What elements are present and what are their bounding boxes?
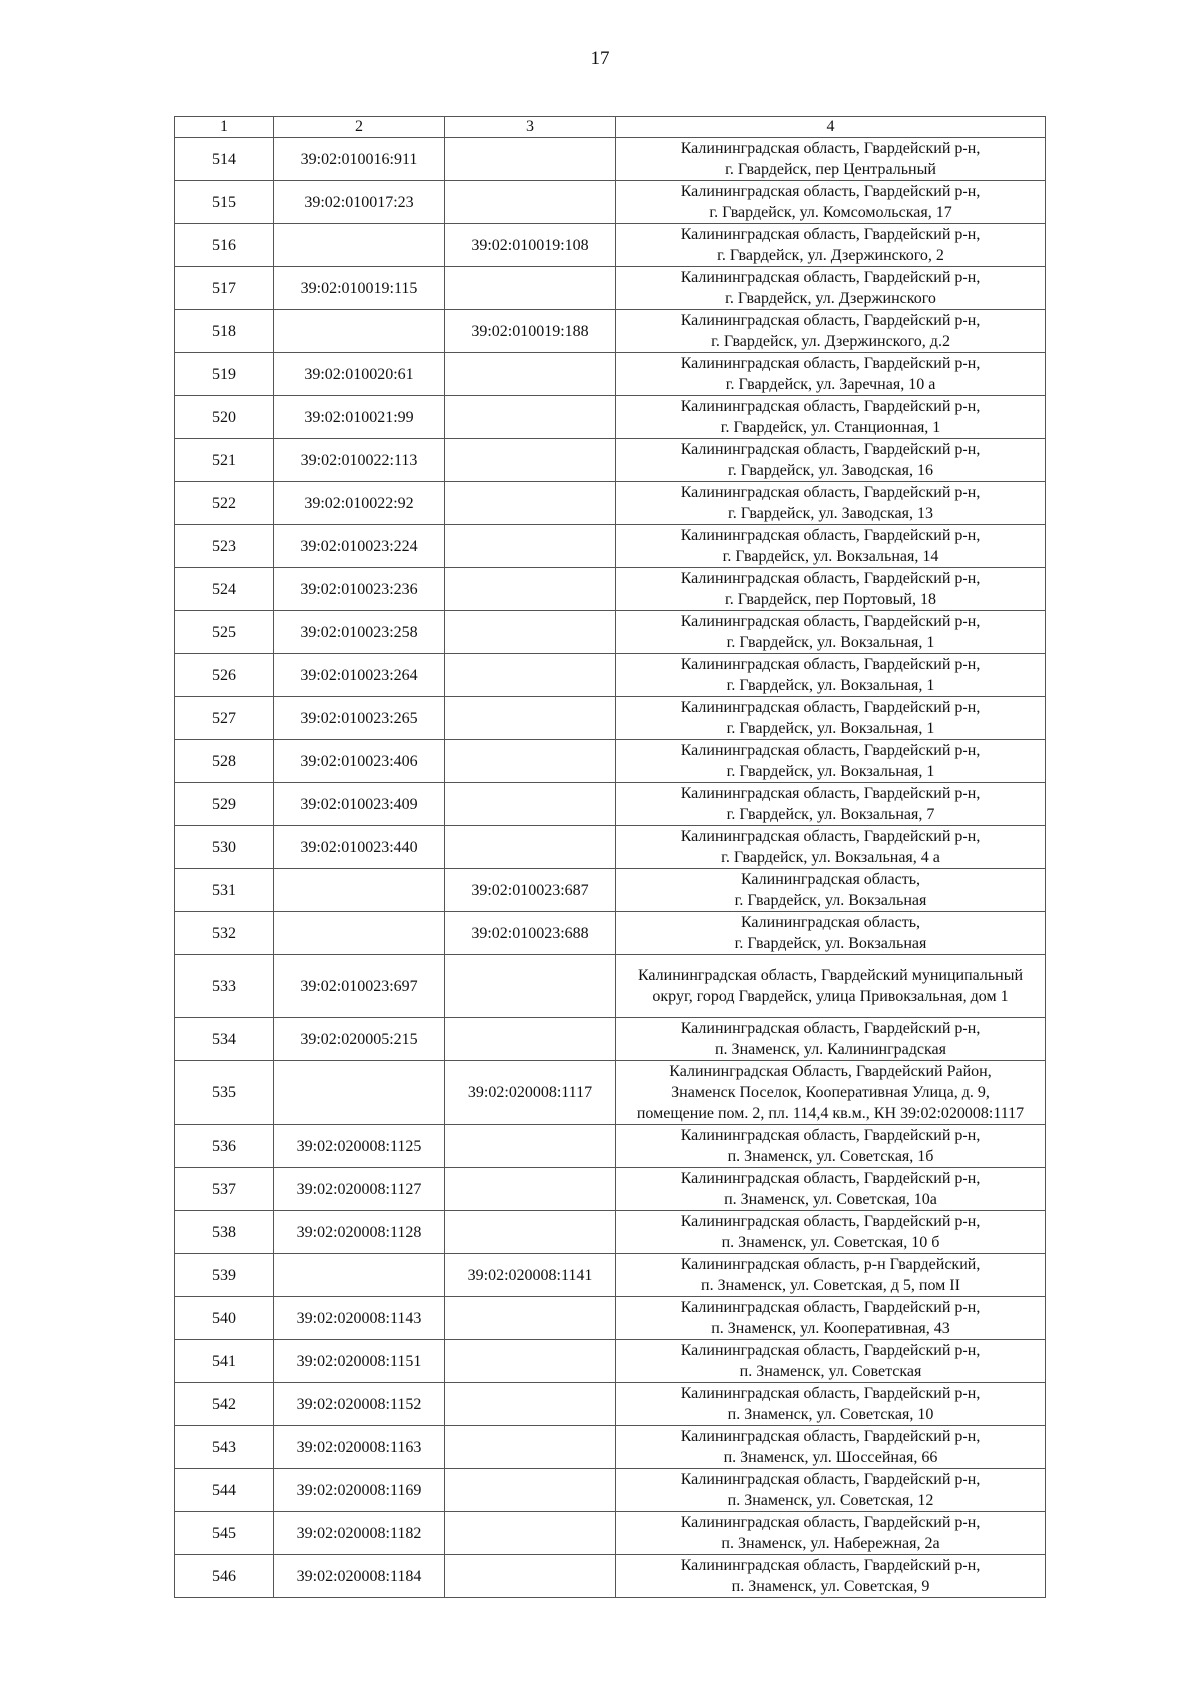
address-line: Калининградская область, Гвардейский р-н, [680,1127,981,1144]
table-row [175,353,1046,396]
address-line: п. Знаменск, ул. Советская, 9 [731,1578,930,1595]
related-cadastral-number-cell [445,396,616,439]
address-line: Калининградская область, [740,914,921,931]
related-cadastral-number-cell [445,1018,616,1061]
cadastral-number-cell: 39:02:010021:99 [274,396,445,439]
row-number-cell: 522 [175,482,274,525]
related-cadastral-number-cell: 39:02:010019:108 [445,224,616,267]
address-line: Калининградская область, Гвардейский р-н, [680,1385,981,1402]
row-number-cell: 519 [175,353,274,396]
address-line: Калининградская область, Гвардейский р-н, [680,1557,981,1574]
table-row [175,1168,1046,1211]
related-cadastral-number-cell [445,353,616,396]
cadastral-number-cell: 39:02:010023:409 [274,783,445,826]
table-row [175,783,1046,826]
related-cadastral-number-cell [445,1512,616,1555]
table-row [175,138,1046,181]
address-cell [616,654,1046,697]
related-cadastral-number-cell [445,1168,616,1211]
table-row [175,224,1046,267]
address-line: Калининградская область, Гвардейский р-н, [680,527,981,544]
row-number-cell: 528 [175,740,274,783]
related-cadastral-number-cell [445,1555,616,1598]
related-cadastral-number-cell: 39:02:010023:688 [445,912,616,955]
address-line: Калининградская область, Гвардейский р-н, [680,484,981,501]
related-cadastral-number-cell: 39:02:010019:188 [445,310,616,353]
related-cadastral-number-cell [445,439,616,482]
address-cell [616,1254,1046,1297]
table-row [175,826,1046,869]
related-cadastral-number-cell: 39:02:020008:1141 [445,1254,616,1297]
address-line: п. Знаменск, ул. Советская, 10 б [721,1234,940,1251]
row-number-cell: 539 [175,1254,274,1297]
table-row [175,568,1046,611]
address-cell [616,1297,1046,1340]
row-number-cell: 532 [175,912,274,955]
address-line: г. Гвардейск, ул. Вокзальная, 7 [726,806,935,823]
address-line: Калининградская область, Гвардейский р-н, [680,1020,981,1037]
address-cell [616,1168,1046,1211]
cadastral-number-cell: 39:02:010020:61 [274,353,445,396]
address-line: Калининградская область, Гвардейский р-н, [680,828,981,845]
related-cadastral-number-cell [445,1469,616,1512]
row-number-cell: 529 [175,783,274,826]
header-col-4: 4 [616,117,1046,138]
address-line: Калининградская область, Гвардейский р-н, [680,269,981,286]
address-line: г. Гвардейск, пер Портовый, 18 [725,591,936,608]
cadastral-number-cell: 39:02:010023:236 [274,568,445,611]
address-line: Калининградская область, р-н Гвардейский, [680,1256,981,1273]
table-header [175,117,1046,138]
row-number-cell: 540 [175,1297,274,1340]
table-row [175,1018,1046,1061]
address-line: п. Знаменск, ул. Шоссейная, 66 [723,1449,938,1466]
cadastral-number-cell: 39:02:010023:697 [274,955,445,1018]
row-number-cell: 520 [175,396,274,439]
cadastral-number-cell: 39:02:010017:23 [274,181,445,224]
table-row [175,654,1046,697]
row-number-cell: 526 [175,654,274,697]
cadastral-number-cell [274,869,445,912]
table-row [175,1469,1046,1512]
address-line: Калининградская Область, Гвардейский Район, [669,1063,992,1080]
address-cell [616,740,1046,783]
address-line: п. Знаменск, ул. Советская, 12 [727,1492,934,1509]
address-cell [616,826,1046,869]
address-line: г. Гвардейск, ул. Станционная, 1 [720,419,941,436]
row-number-cell: 533 [175,955,274,1018]
address-cell [616,568,1046,611]
address-line: Калининградская область, Гвардейский р-н, [680,613,981,630]
table-row [175,482,1046,525]
address-line: Калининградская область, Гвардейский р-н, [680,1471,981,1488]
related-cadastral-number-cell [445,525,616,568]
cadastral-number-cell: 39:02:020008:1151 [274,1340,445,1383]
header-col-2: 2 [274,117,445,138]
cadastral-number-cell: 39:02:010016:911 [274,138,445,181]
address-line: г. Гвардейск, ул. Вокзальная, 1 [726,763,935,780]
address-cell [616,267,1046,310]
address-line: Калининградская область, Гвардейский р-н, [680,398,981,415]
cadastral-number-cell: 39:02:020008:1152 [274,1383,445,1426]
table-body [175,138,1046,1598]
related-cadastral-number-cell [445,1383,616,1426]
address-line: Калининградская область, Гвардейский р-н, [680,355,981,372]
address-cell [616,1211,1046,1254]
cadastral-number-cell: 39:02:010023:264 [274,654,445,697]
table-row [175,1426,1046,1469]
row-number-cell: 545 [175,1512,274,1555]
address-line: Калининградская область, Гвардейский р-н, [680,656,981,673]
cadastral-number-cell: 39:02:020005:215 [274,1018,445,1061]
registry-table [174,116,1046,1598]
row-number-cell: 535 [175,1061,274,1125]
address-line: Калининградская область, Гвардейский р-н, [680,226,981,243]
address-line: Калининградская область, Гвардейский р-н, [680,785,981,802]
address-cell [616,1426,1046,1469]
address-line: г. Гвардейск, ул. Заводская, 16 [728,462,933,479]
address-line: п. Знаменск, ул. Советская, д 5, пом II [701,1277,960,1294]
address-line: Калининградская область, [740,871,921,888]
address-cell [616,1512,1046,1555]
cadastral-number-cell: 39:02:010022:113 [274,439,445,482]
row-number-cell: 538 [175,1211,274,1254]
related-cadastral-number-cell [445,181,616,224]
cadastral-number-cell: 39:02:010023:224 [274,525,445,568]
address-cell [616,181,1046,224]
row-number-cell: 531 [175,869,274,912]
cadastral-number-cell [274,224,445,267]
related-cadastral-number-cell [445,783,616,826]
address-cell [616,1383,1046,1426]
address-cell [616,439,1046,482]
cadastral-number-cell: 39:02:020008:1184 [274,1555,445,1598]
related-cadastral-number-cell [445,955,616,1018]
address-line: г. Гвардейск, ул. Заводская, 13 [728,505,933,522]
row-number-cell: 546 [175,1555,274,1598]
address-line: г. Гвардейск, ул. Вокзальная, 1 [726,720,935,737]
address-cell [616,353,1046,396]
header-row [175,117,1046,138]
address-line: Знаменск Поселок, Кооперативная Улица, д. 9, [671,1084,990,1101]
table-row [175,611,1046,654]
address-line: п. Знаменск, ул. Советская [739,1363,922,1380]
related-cadastral-number-cell [445,1426,616,1469]
related-cadastral-number-cell [445,1211,616,1254]
cadastral-number-cell: 39:02:010019:115 [274,267,445,310]
cadastral-number-cell: 39:02:020008:1163 [274,1426,445,1469]
address-cell [616,138,1046,181]
address-line: г. Гвардейск, пер Центральный [725,161,936,178]
address-cell [616,1061,1046,1125]
table-row [175,740,1046,783]
address-line: Калининградская область, Гвардейский р-н, [680,1514,981,1531]
address-line: п. Знаменск, ул. Набережная, 2а [721,1535,940,1552]
table-row [175,1211,1046,1254]
address-line: Калининградская область, Гвардейский р-н, [680,1213,981,1230]
address-line: п. Знаменск, ул. Советская, 1б [727,1148,934,1165]
cadastral-number-cell: 39:02:010023:265 [274,697,445,740]
address-cell [616,955,1046,1018]
address-line: г. Гвардейск, ул. Вокзальная [734,892,927,909]
address-cell [616,869,1046,912]
table-row [175,267,1046,310]
row-number-cell: 516 [175,224,274,267]
address-line: г. Гвардейск, ул. Дзержинского, 2 [717,247,944,264]
cadastral-number-cell [274,310,445,353]
table-row [175,1340,1046,1383]
row-number-cell: 542 [175,1383,274,1426]
address-line: Калининградская область, Гвардейский р-н, [680,1428,981,1445]
address-line: п. Знаменск, ул. Калининградская [714,1041,947,1058]
address-line: г. Гвардейск, ул. Вокзальная [734,935,927,952]
address-line: округ, город Гвардейск, улица Привокзальная, дом 1 [652,988,1009,1005]
row-number-cell: 537 [175,1168,274,1211]
page-number: 17 [590,48,610,69]
address-line: г. Гвардейск, ул. Заречная, 10 а [725,376,936,393]
table-row [175,181,1046,224]
address-line: г. Гвардейск, ул. Вокзальная, 1 [726,677,935,694]
cadastral-number-cell [274,1061,445,1125]
related-cadastral-number-cell [445,1297,616,1340]
table-row [175,1061,1046,1125]
address-line: г. Гвардейск, ул. Комсомольская, 17 [709,204,952,221]
address-cell [616,1469,1046,1512]
address-line: Калининградская область, Гвардейский р-н, [680,140,981,157]
address-line: Калининградская область, Гвардейский муниципальный [637,967,1024,984]
cadastral-number-cell: 39:02:020008:1182 [274,1512,445,1555]
address-cell [616,912,1046,955]
address-line: Калининградская область, Гвардейский р-н, [680,742,981,759]
cadastral-number-cell: 39:02:010023:406 [274,740,445,783]
address-line: Калининградская область, Гвардейский р-н, [680,183,981,200]
address-line: г. Гвардейск, ул. Дзержинского [725,290,936,307]
address-cell [616,525,1046,568]
address-cell [616,396,1046,439]
table-row [175,310,1046,353]
related-cadastral-number-cell: 39:02:020008:1117 [445,1061,616,1125]
table-row [175,869,1046,912]
row-number-cell: 518 [175,310,274,353]
table-row [175,1125,1046,1168]
related-cadastral-number-cell [445,611,616,654]
related-cadastral-number-cell [445,740,616,783]
related-cadastral-number-cell [445,826,616,869]
address-cell [616,783,1046,826]
table-row [175,439,1046,482]
address-cell [616,224,1046,267]
related-cadastral-number-cell [445,654,616,697]
related-cadastral-number-cell [445,697,616,740]
cadastral-number-cell: 39:02:020008:1169 [274,1469,445,1512]
address-line: п. Знаменск, ул. Советская, 10 [727,1406,934,1423]
cadastral-number-cell: 39:02:020008:1125 [274,1125,445,1168]
table-row [175,1254,1046,1297]
address-cell [616,1125,1046,1168]
address-line: Калининградская область, Гвардейский р-н, [680,441,981,458]
row-number-cell: 534 [175,1018,274,1061]
address-line: г. Гвардейск, ул. Вокзальная, 4 а [721,849,940,866]
address-line: п. Знаменск, ул. Кооперативная, 43 [711,1320,950,1337]
table-row [175,1512,1046,1555]
table-row [175,1383,1046,1426]
address-cell [616,1340,1046,1383]
cadastral-number-cell: 39:02:020008:1143 [274,1297,445,1340]
table-row [175,955,1046,1018]
row-number-cell: 523 [175,525,274,568]
row-number-cell: 521 [175,439,274,482]
cadastral-number-cell: 39:02:020008:1128 [274,1211,445,1254]
address-cell [616,310,1046,353]
address-line: п. Знаменск, ул. Советская, 10а [724,1191,937,1208]
address-line: Калининградская область, Гвардейский р-н, [680,570,981,587]
row-number-cell: 543 [175,1426,274,1469]
address-line: Калининградская область, Гвардейский р-н, [680,312,981,329]
related-cadastral-number-cell [445,138,616,181]
row-number-cell: 517 [175,267,274,310]
related-cadastral-number-cell: 39:02:010023:687 [445,869,616,912]
address-line: Калининградская область, Гвардейский р-н, [680,1170,981,1187]
address-line: г. Гвардейск, ул. Вокзальная, 14 [722,548,939,565]
table-row [175,912,1046,955]
related-cadastral-number-cell [445,1125,616,1168]
address-line: Калининградская область, Гвардейский р-н, [680,1299,981,1316]
address-cell [616,611,1046,654]
table-row [175,396,1046,439]
address-line: Калининградская область, Гвардейский р-н, [680,699,981,716]
table-row [175,1555,1046,1598]
cadastral-number-cell: 39:02:010023:258 [274,611,445,654]
row-number-cell: 515 [175,181,274,224]
row-number-cell: 524 [175,568,274,611]
cadastral-number-cell: 39:02:010022:92 [274,482,445,525]
address-cell [616,1555,1046,1598]
cadastral-number-cell: 39:02:020008:1127 [274,1168,445,1211]
cadastral-number-cell: 39:02:010023:440 [274,826,445,869]
row-number-cell: 514 [175,138,274,181]
table-row [175,697,1046,740]
related-cadastral-number-cell [445,568,616,611]
row-number-cell: 525 [175,611,274,654]
row-number-cell: 541 [175,1340,274,1383]
row-number-cell: 527 [175,697,274,740]
address-line: Калининградская область, Гвардейский р-н, [680,1342,981,1359]
header-col-1: 1 [175,117,274,138]
address-cell [616,1018,1046,1061]
row-number-cell: 544 [175,1469,274,1512]
header-col-3: 3 [445,117,616,138]
address-line: г. Гвардейск, ул. Дзержинского, д.2 [711,333,950,350]
related-cadastral-number-cell [445,267,616,310]
table-row [175,525,1046,568]
address-cell [616,697,1046,740]
related-cadastral-number-cell [445,482,616,525]
table-row [175,1297,1046,1340]
cadastral-number-cell [274,1254,445,1297]
address-line: г. Гвардейск, ул. Вокзальная, 1 [726,634,935,651]
address-cell [616,482,1046,525]
row-number-cell: 530 [175,826,274,869]
address-line: помещение пом. 2, пл. 114,4 кв.м., КН 39:02:020008:1117 [636,1105,1025,1122]
related-cadastral-number-cell [445,1340,616,1383]
row-number-cell: 536 [175,1125,274,1168]
cadastral-number-cell [274,912,445,955]
